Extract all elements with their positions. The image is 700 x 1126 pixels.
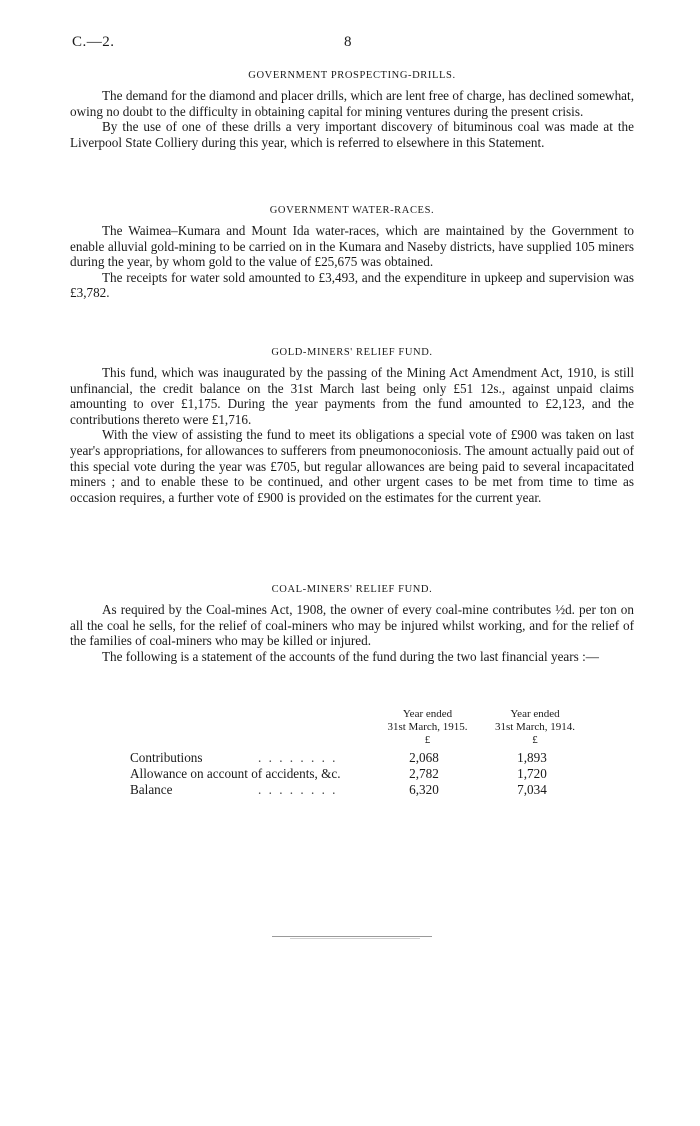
- column-header-line: 31st March, 1914.: [494, 721, 576, 733]
- row-label: Contributions: [130, 750, 203, 765]
- table-row: [130, 766, 640, 782]
- paragraph: The following is a statement of the accounts of the fund during the two last financial years :—: [102, 648, 599, 664]
- section-heading: COAL-MINERS' RELIEF FUND.: [271, 584, 433, 595]
- paragraph: The demand for the diamond and placer drills, which are lent free of charge, has declined somewhat, owing no doubt to the difficulty in obtaining capital for mining ventures during the present crisis.: [70, 88, 634, 119]
- value-1914: 1,720: [517, 766, 547, 781]
- column-header-1914: [485, 708, 585, 747]
- dot-leader: . . . . . . . .: [258, 782, 338, 797]
- column-header-line: Year ended: [510, 708, 560, 720]
- dot-leader: . . . . . . . .: [258, 750, 338, 765]
- paragraph: This fund, which was inaugurated by the passing of the Mining Act Amendment Act, 1910, is still unfinancial, the credit balance on the 31st March last being only £51 12s., against unpaid claims amounting to over £1,175. During the year payments from the fund amounted to £2,123, and the contributions thereto were £1,716.: [70, 365, 634, 427]
- row-label: Balance: [130, 782, 173, 797]
- column-header-1915: [380, 708, 475, 747]
- section-gold-miners-relief: [70, 347, 634, 505]
- section-coal-miners-relief: [70, 584, 634, 664]
- paragraph: As required by the Coal-mines Act, 1908, the owner of every coal-mine contributes ½d. per ton on all the coal he sells, for the relief of coal-miners who may be injured whilst working, and for the relief of the families of coal-miners who may be killed or injured.: [70, 602, 634, 649]
- document-code: C.—2.: [72, 34, 115, 50]
- table-row: [130, 782, 640, 798]
- column-unit: £: [424, 734, 431, 746]
- paragraph: By the use of one of these drills a very important discovery of bituminous coal was made at the Liverpool State Colliery during this year, which is referred to elsewhere in this Statement.: [70, 119, 634, 150]
- section-heading: GOVERNMENT WATER-RACES.: [269, 205, 435, 216]
- paragraph: The receipts for water sold amounted to £3,493, and the expenditure in upkeep and supervision was £3,782.: [70, 269, 634, 301]
- paragraph: With the view of assisting the fund to meet its obligations a special vote of £900 was taken on last year's appropriations, for allowances to sufferers from pneumonoconiosis. The amount actually paid out of this special vote during the year was £705, but regular allowances are being paid to several incapacitated miners ; and to enable these to be continued, and other urgent cases to be met from time to time as occasion requires, a further vote of £900 is provided on the estimates for the current year.: [70, 427, 634, 505]
- column-unit: £: [532, 734, 538, 746]
- column-header-line: 31st March, 1915.: [387, 721, 468, 733]
- value-1915: 6,320: [409, 782, 439, 797]
- section-heading: GOLD-MINERS' RELIEF FUND.: [271, 347, 433, 358]
- column-header-line: Year ended: [402, 708, 453, 720]
- table-row: [130, 750, 640, 766]
- value-1914: 1,893: [517, 750, 547, 765]
- row-label: Allowance on account of accidents, &c.: [130, 766, 341, 781]
- page-number: 8: [344, 34, 352, 50]
- section-heading: GOVERNMENT PROSPECTING-DRILLS.: [248, 70, 456, 81]
- section-water-races: [70, 205, 634, 301]
- value-1915: 2,782: [409, 766, 439, 781]
- end-rule-shadow: [290, 938, 420, 939]
- paragraph: The Waimea–Kumara and Mount Ida water-races, which are maintained by the Government to enable alluvial gold-mining to be carried on in the Kumara and Naseby districts, have supplied 105 miners during the year, by whom gold to the value of £25,675 was obtained.: [70, 223, 634, 270]
- section-prospecting-drills: [70, 70, 634, 150]
- value-1914: 7,034: [517, 782, 547, 797]
- value-1915: 2,068: [409, 750, 439, 765]
- end-rule: [272, 936, 432, 937]
